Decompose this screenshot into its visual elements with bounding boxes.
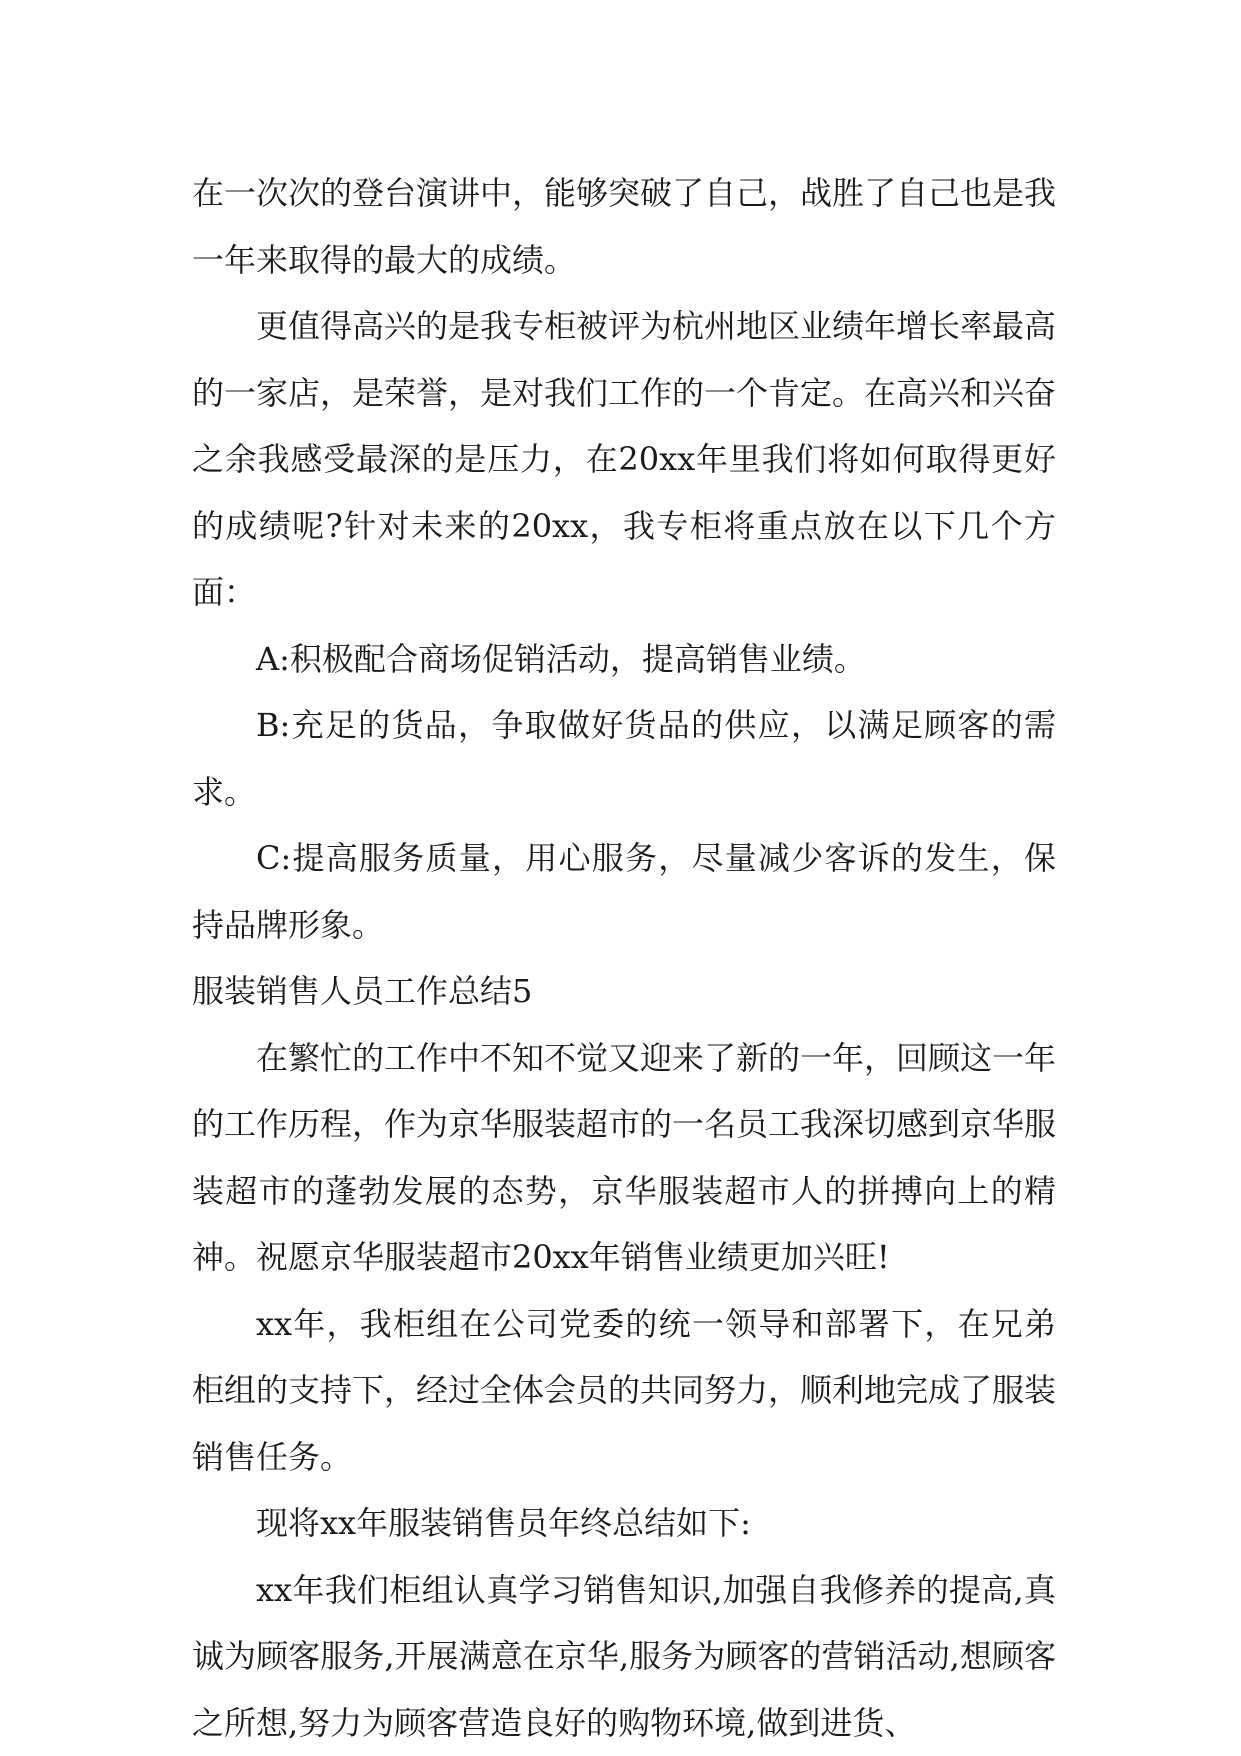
paragraph-3: 在繁忙的工作中不知不觉又迎来了新的一年，回顾这一年的工作历程，作为京华服装超市的一名员工我深切感到京华服装超市的蓬勃发展的态势，京华服装超市人的拼搏向上的精神。祝愿京华服装超市20xx年销售业绩更加兴旺!	[192, 1025, 1056, 1291]
paragraph-5: 现将xx年服装销售员年终总结如下:	[192, 1490, 1056, 1557]
paragraph-1: 在一次次的登台演讲中，能够突破了自己，战胜了自己也是我一年来取得的最大的成绩。	[192, 160, 1056, 293]
list-item-b: B:充足的货品，争取做好货品的供应，以满足顾客的需求。	[192, 692, 1056, 825]
list-item-a: A:积极配合商场促销活动，提高销售业绩。	[192, 626, 1056, 693]
paragraph-6: xx年我们柜组认真学习销售知识,加强自我修养的提高,真诚为顾客服务,开展满意在京华,服务为顾客的营销活动,想顾客之所想,努力为顾客营造良好的购物环境,做到进货、	[192, 1557, 1056, 1756]
paragraph-4: xx年，我柜组在公司党委的统一领导和部署下，在兄弟柜组的支持下，经过全体会员的共同努力，顺利地完成了服装销售任务。	[192, 1291, 1056, 1491]
paragraph-2: 更值得高兴的是我专柜被评为杭州地区业绩年增长率最高的一家店，是荣誉，是对我们工作的一个肯定。在高兴和兴奋之余我感受最深的是压力，在20xx年里我们将如何取得更好的成绩呢?针对未来的20xx，我专柜将重点放在以下几个方面：	[192, 293, 1056, 626]
document-body	[192, 160, 1056, 1756]
section-heading: 服装销售人员工作总结5	[192, 958, 1056, 1025]
list-item-c: C:提高服务质量，用心服务，尽量减少客诉的发生，保持品牌形象。	[192, 825, 1056, 958]
